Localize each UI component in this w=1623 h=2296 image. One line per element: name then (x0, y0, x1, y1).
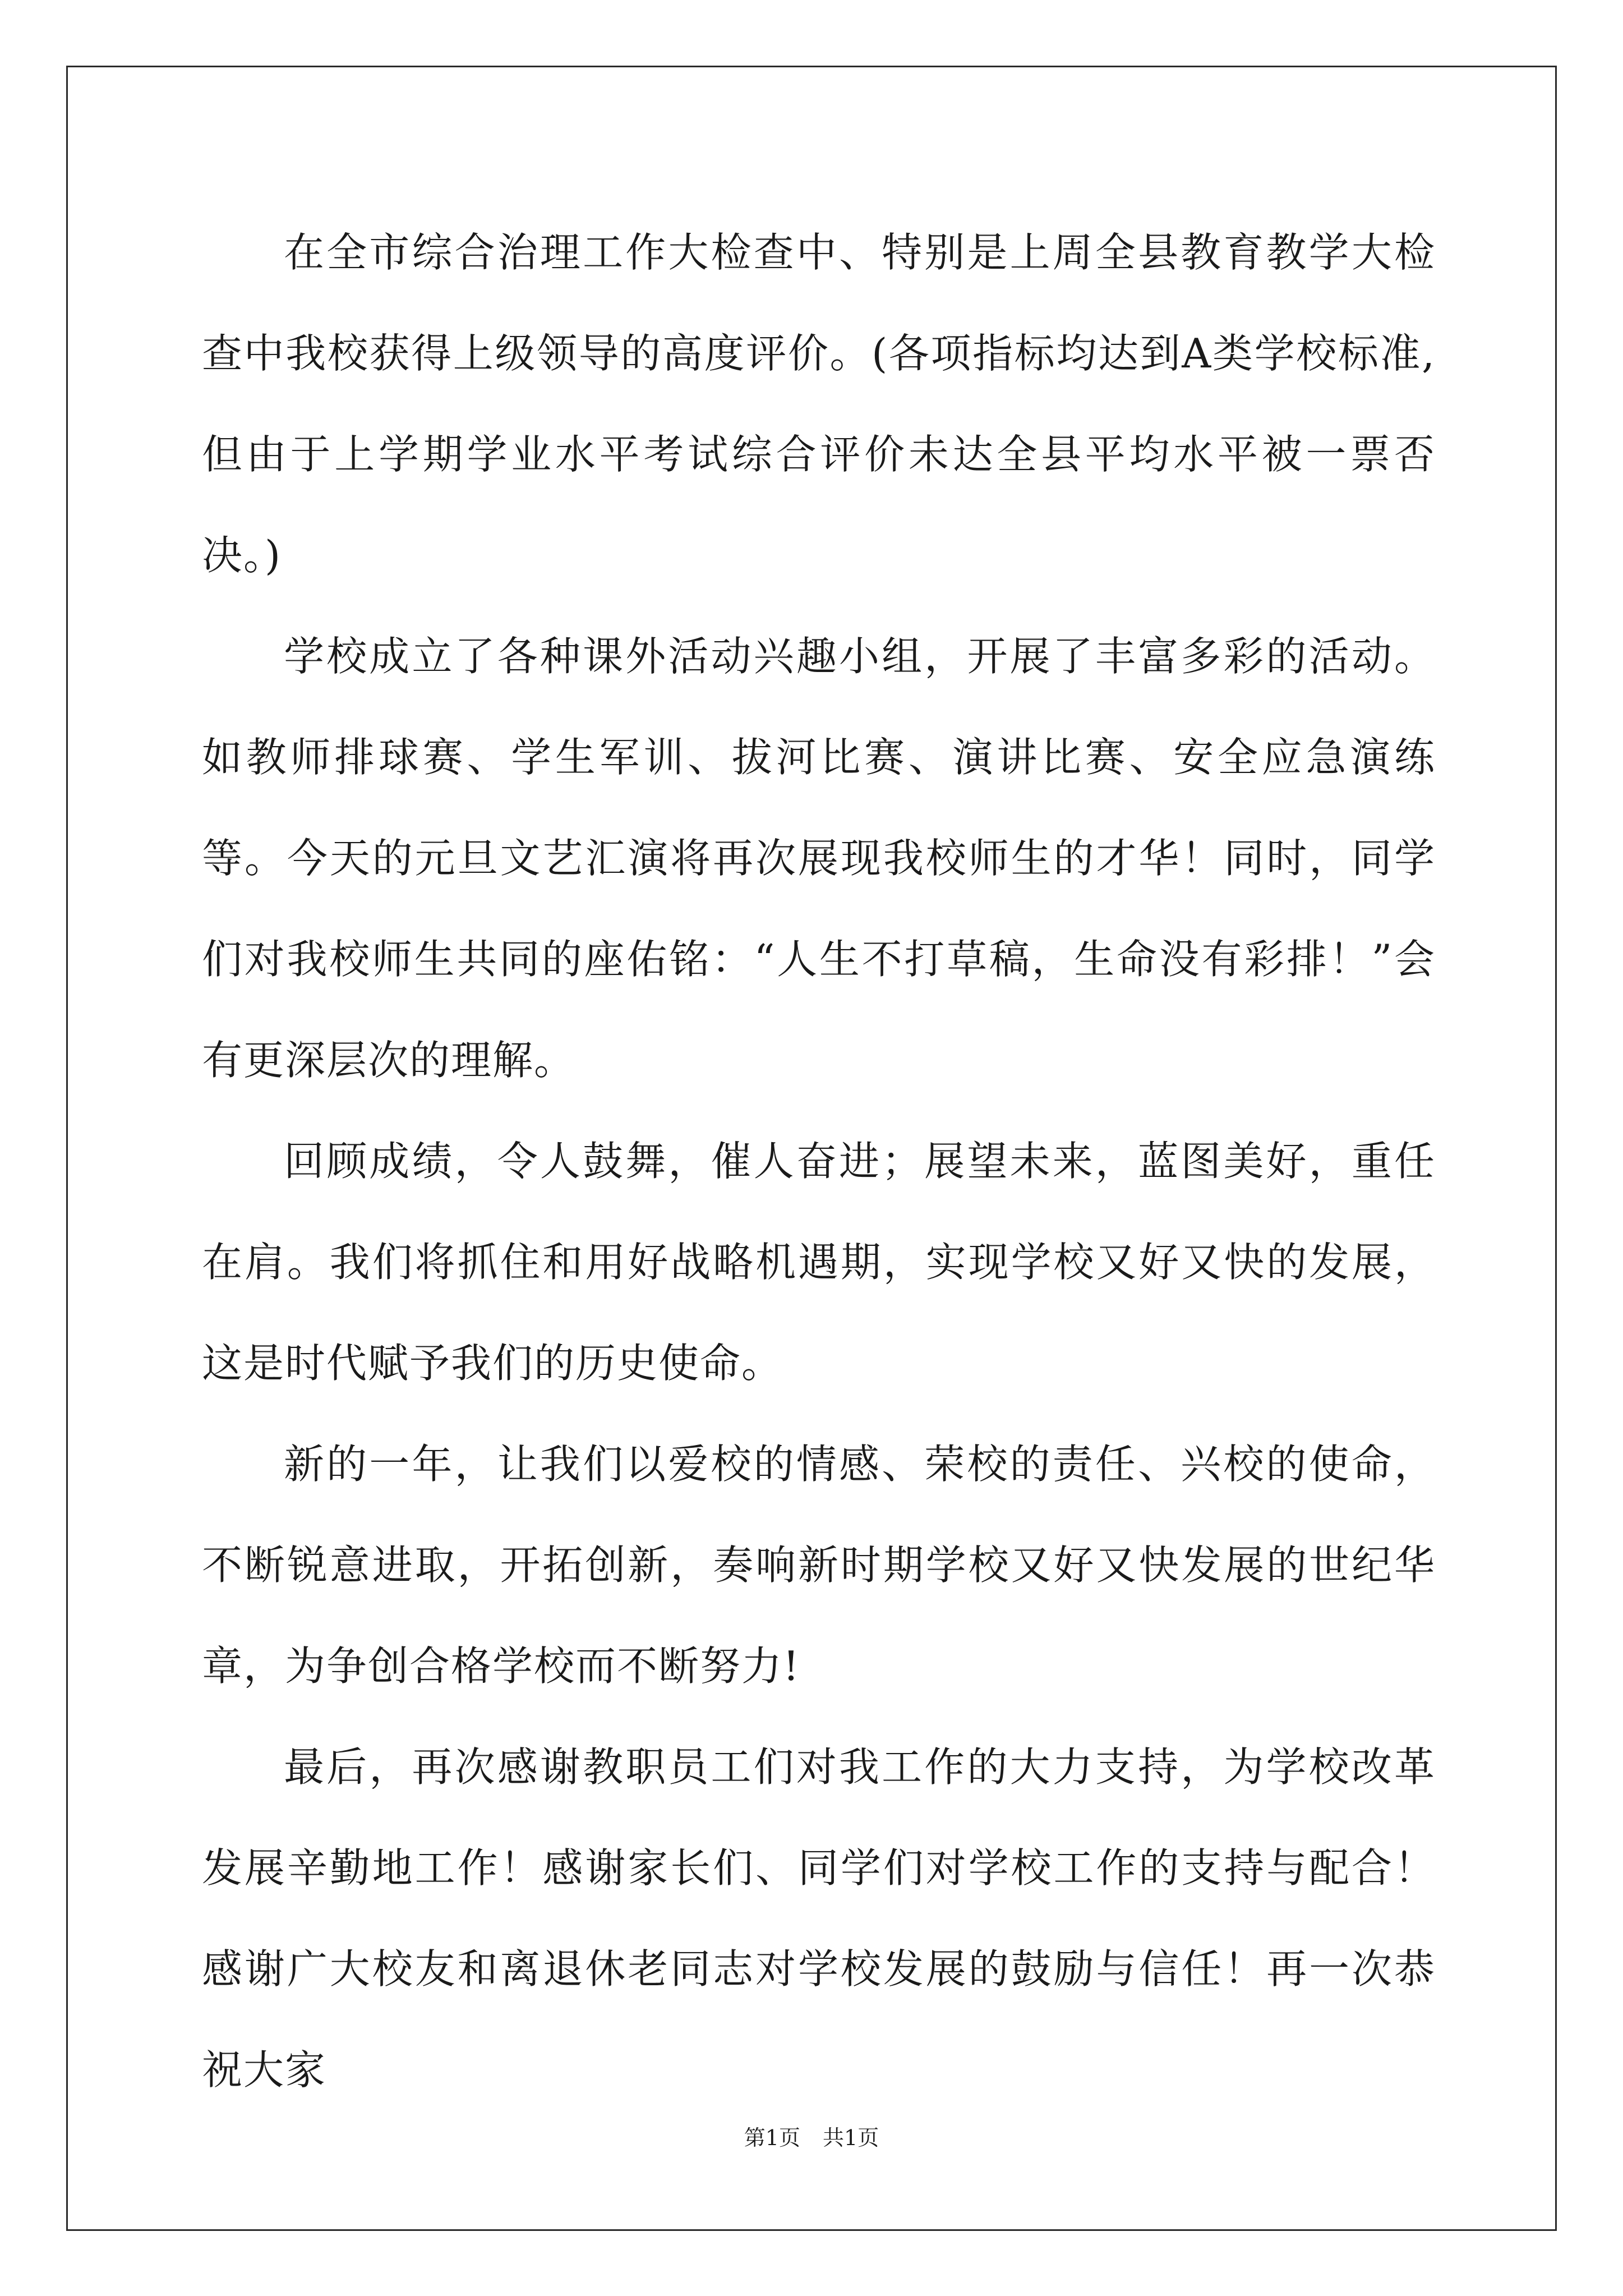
page-total: 共1页 (823, 2125, 879, 2150)
paragraph-4: 新的一年，让我们以爱校的情感、荣校的责任、兴校的使命，不断锐意进取，开拓创新，奏响新时期学校又好又快发展的世纪华章，为争创合格学校而不断努力! (202, 1441, 1436, 1690)
page-number: 第1页 (744, 2125, 800, 2150)
document-body (202, 202, 1436, 2120)
page-footer (0, 2120, 1623, 2151)
paragraph-2: 学校成立了各种课外活动兴趣小组，开展了丰富多彩的活动。如教师排球赛、学生军训、拔河比赛、演讲比赛、安全应急演练等。今天的元旦文艺汇演将再次展现我校师生的才华！同时，同学们对我校师生共同的座佑铭：“人生不打草稿，生命没有彩排！”会有更深层次的理解。 (202, 633, 1436, 1084)
paragraph-5: 最后，再次感谢教职员工们对我工作的大力支持，为学校改革发展辛勤地工作！感谢家长们、同学们对学校工作的支持与配合！感谢广大校友和离退休老同志对学校发展的鼓励与信任！再一次恭祝大家 (202, 1743, 1436, 2093)
paragraph-1: 在全市综合治理工作大检查中、特别是上周全县教育教学大检查中我校获得上级领导的高度评价。(各项指标均达到A类学校标准,但由于上学期学业水平考试综合评价未达全县平均水平被一票否决。) (202, 229, 1436, 579)
paragraph-3: 回顾成绩，令人鼓舞，催人奋进；展望未来，蓝图美好，重任在肩。我们将抓住和用好战略机遇期，实现学校又好又快的发展，这是时代赋予我们的历史使命。 (202, 1138, 1436, 1387)
